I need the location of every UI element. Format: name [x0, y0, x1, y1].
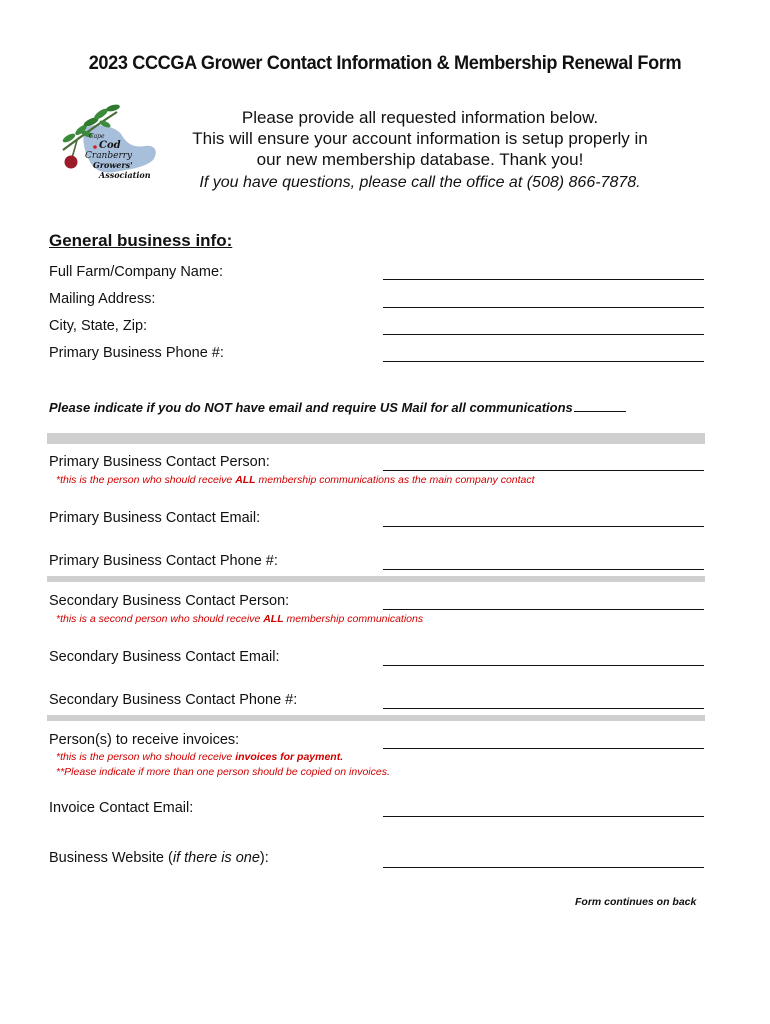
mailing-address-label: Mailing Address:	[49, 291, 156, 307]
primary-contact-person-label: Primary Business Contact Person:	[49, 454, 270, 470]
intro-line-1: Please provide all requested information below.	[241, 108, 599, 127]
secondary-contact-phone-label: Secondary Business Contact Phone #:	[49, 692, 298, 708]
primary-contact-email-field[interactable]	[383, 526, 704, 527]
intro-line-2: This will ensure your account information is setup properly in	[192, 129, 648, 148]
primary-contact-note: *this is the person who should receive ALL membership communications as the main company contact	[56, 474, 535, 486]
farm-name-field[interactable]	[383, 279, 704, 280]
cccga-logo	[55, 100, 175, 188]
primary-phone-label: Primary Business Phone #:	[49, 345, 224, 361]
secondary-contact-email-label: Secondary Business Contact Email:	[49, 649, 280, 665]
city-state-zip-label: City, State, Zip:	[49, 318, 148, 334]
cranberry-branch-logo-icon	[55, 100, 175, 188]
primary-contact-phone-label: Primary Business Contact Phone #:	[49, 553, 278, 569]
svg-text:Growers': Growers'	[93, 160, 133, 170]
invoice-person-field[interactable]	[383, 748, 704, 749]
invoice-email-field[interactable]	[383, 816, 704, 817]
secondary-contact-note: *this is a second person who should receive ALL membership communications	[56, 613, 424, 625]
section-divider	[47, 715, 705, 721]
invoice-note-1: *this is the person who should receive invoices for payment.	[56, 751, 344, 763]
primary-contact-person-field[interactable]	[383, 470, 704, 471]
email-optout-row	[49, 400, 626, 415]
primary-contact-phone-field[interactable]	[383, 569, 704, 570]
form-title: 2023 CCCGA Grower Contact Information & Membership Renewal Form	[88, 52, 682, 74]
secondary-contact-email-field[interactable]	[383, 665, 704, 666]
farm-name-label: Full Farm/Company Name:	[49, 264, 224, 280]
svg-text:Cranberry: Cranberry	[85, 151, 133, 161]
svg-text:Cod: Cod	[99, 140, 121, 151]
svg-text:Cape: Cape	[89, 133, 105, 140]
primary-contact-email-label: Primary Business Contact Email:	[49, 510, 261, 526]
questions-note: If you have questions, please call the office at (508) 866-7878.	[199, 174, 641, 191]
section-divider	[47, 433, 705, 444]
section-divider	[47, 576, 705, 582]
intro-line-3: our new membership database. Thank you!	[256, 150, 584, 169]
general-business-heading: General business info:	[49, 231, 233, 250]
secondary-contact-person-label: Secondary Business Contact Person:	[49, 593, 290, 609]
business-website-label: Business Website (if there is one):	[49, 850, 269, 866]
mailing-address-field[interactable]	[383, 307, 704, 308]
city-state-zip-field[interactable]	[383, 334, 704, 335]
email-optout-field[interactable]	[574, 400, 626, 412]
invoice-person-label: Person(s) to receive invoices:	[49, 732, 240, 748]
svg-text:Association: Association	[99, 170, 151, 180]
invoice-note-2: **Please indicate if more than one person should be copied on invoices.	[56, 766, 390, 778]
secondary-contact-phone-field[interactable]	[383, 708, 704, 709]
invoice-email-label: Invoice Contact Email:	[49, 800, 194, 816]
secondary-contact-person-field[interactable]	[383, 609, 704, 610]
primary-phone-field[interactable]	[383, 361, 704, 362]
form-continues-note: Form continues on back	[575, 896, 697, 908]
email-optout-text: Please indicate if you do NOT have email and require US Mail for all communications	[49, 400, 573, 415]
business-website-field[interactable]	[383, 867, 704, 868]
